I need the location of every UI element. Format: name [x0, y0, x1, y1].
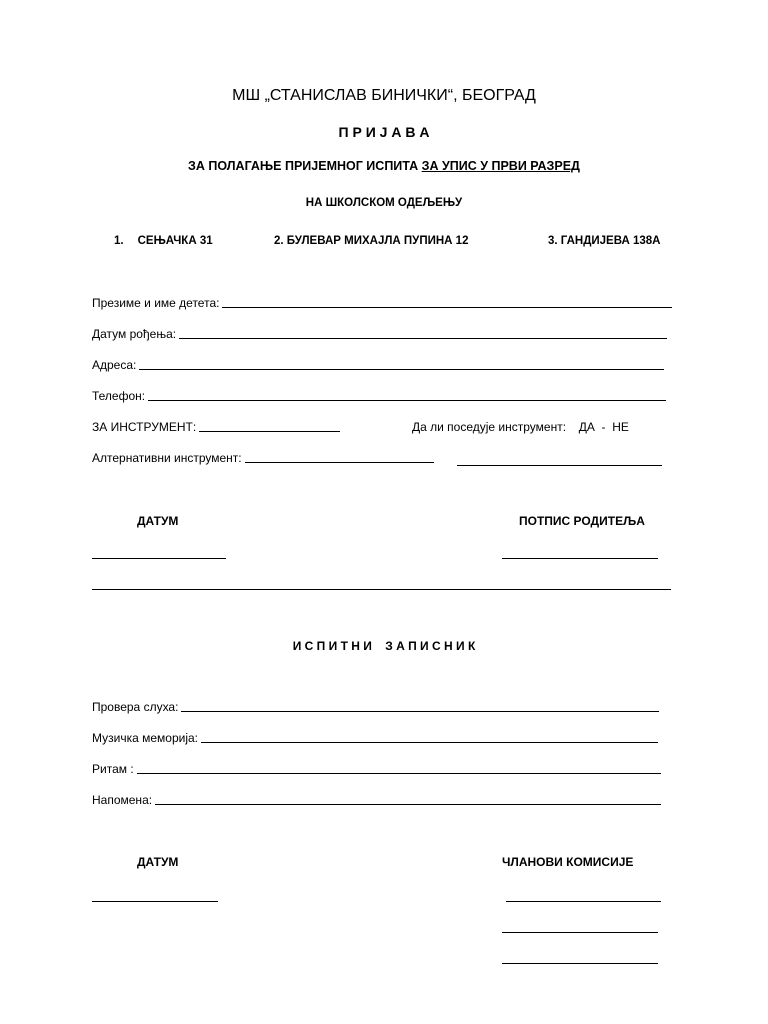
- birth-date-field[interactable]: [92, 328, 667, 340]
- child-name-line[interactable]: [222, 307, 672, 308]
- location-number: 1.: [114, 235, 124, 247]
- birth-date-line[interactable]: [179, 338, 667, 339]
- committee-member-line-2[interactable]: [502, 932, 658, 933]
- location-name: ГАНДИЈЕВА 138А: [560, 235, 661, 247]
- note-line[interactable]: [155, 804, 661, 805]
- location-name: БУЛЕВАР МИХАЈЛА ПУПИНА 12: [286, 235, 469, 247]
- instrument-field[interactable]: [92, 421, 340, 433]
- note-label: Напомена:: [92, 793, 153, 807]
- rhythm-line[interactable]: [137, 773, 661, 774]
- instrument-label: ЗА ИНСТРУМЕНТ:: [92, 420, 197, 434]
- address-field[interactable]: [92, 359, 664, 371]
- address-line[interactable]: [139, 369, 664, 370]
- address-label: Адреса:: [92, 358, 137, 372]
- alternative-instrument-field[interactable]: [92, 452, 434, 464]
- location-number: 2.: [274, 235, 284, 247]
- exam-date-line[interactable]: [92, 901, 218, 902]
- owns-instrument-options[interactable]: ДА - НЕ: [578, 420, 629, 434]
- hearing-line[interactable]: [181, 711, 659, 712]
- form-title: П Р И Ј А В А: [338, 124, 430, 140]
- alternative-label: Алтернативни инструмент:: [92, 451, 242, 465]
- exam-title: И С П И Т Н И З А П И С Н И К: [292, 639, 476, 653]
- note-field[interactable]: [92, 794, 661, 806]
- exam-date-label: ДАТУМ: [137, 855, 179, 869]
- phone-line[interactable]: [148, 400, 666, 401]
- school-name: МШ „СТАНИСЛАВ БИНИЧКИ“, БЕОГРАД: [232, 87, 536, 104]
- location-name: СЕЊАЧКА 31: [137, 235, 213, 247]
- subtitle-part1: ЗА ПОЛАГАЊЕ ПРИЈЕМНОГ ИСПИТА: [188, 159, 422, 173]
- phone-label: Телефон:: [92, 389, 146, 403]
- memory-label: Музичка меморија:: [92, 731, 199, 745]
- rhythm-label: Ритам :: [92, 762, 134, 776]
- rhythm-field[interactable]: [92, 763, 661, 775]
- child-name-field[interactable]: [92, 297, 672, 309]
- location-2: [274, 236, 468, 248]
- date-line[interactable]: [92, 558, 226, 559]
- birth-date-label: Датум рођења:: [92, 327, 177, 341]
- owns-instrument-label: Да ли поседује инструмент:: [412, 420, 567, 434]
- owns-instrument-question: [412, 421, 629, 433]
- form-subtitle: [0, 160, 768, 173]
- memory-line[interactable]: [201, 742, 658, 743]
- parent-signature-label: ПОТПИС РОДИТЕЉА: [519, 514, 645, 528]
- phone-field[interactable]: [92, 390, 666, 402]
- alternative-line-1[interactable]: [245, 462, 434, 463]
- parent-signature-line[interactable]: [502, 558, 658, 559]
- child-name-label: Презиме и име детета:: [92, 296, 220, 310]
- instrument-line[interactable]: [199, 431, 340, 432]
- location-3: [548, 236, 660, 248]
- alternative-line-2[interactable]: [457, 465, 662, 466]
- hearing-label: Провера слуха:: [92, 700, 179, 714]
- location-number: 3.: [548, 235, 558, 247]
- committee-label: ЧЛАНОВИ КОМИСИЈЕ: [502, 855, 634, 869]
- subtitle-part2: ЗА УПИС У ПРВИ РАЗРЕД: [421, 159, 580, 173]
- committee-member-line-3[interactable]: [502, 963, 658, 964]
- separator-line: [92, 589, 671, 590]
- committee-member-line-1[interactable]: [506, 901, 661, 902]
- department-label: НА ШКОЛСКОМ ОДЕЉЕЊУ: [305, 197, 463, 209]
- date-label: ДАТУМ: [137, 514, 179, 528]
- location-1: [114, 236, 213, 248]
- memory-field[interactable]: [92, 732, 658, 744]
- hearing-field[interactable]: [92, 701, 659, 713]
